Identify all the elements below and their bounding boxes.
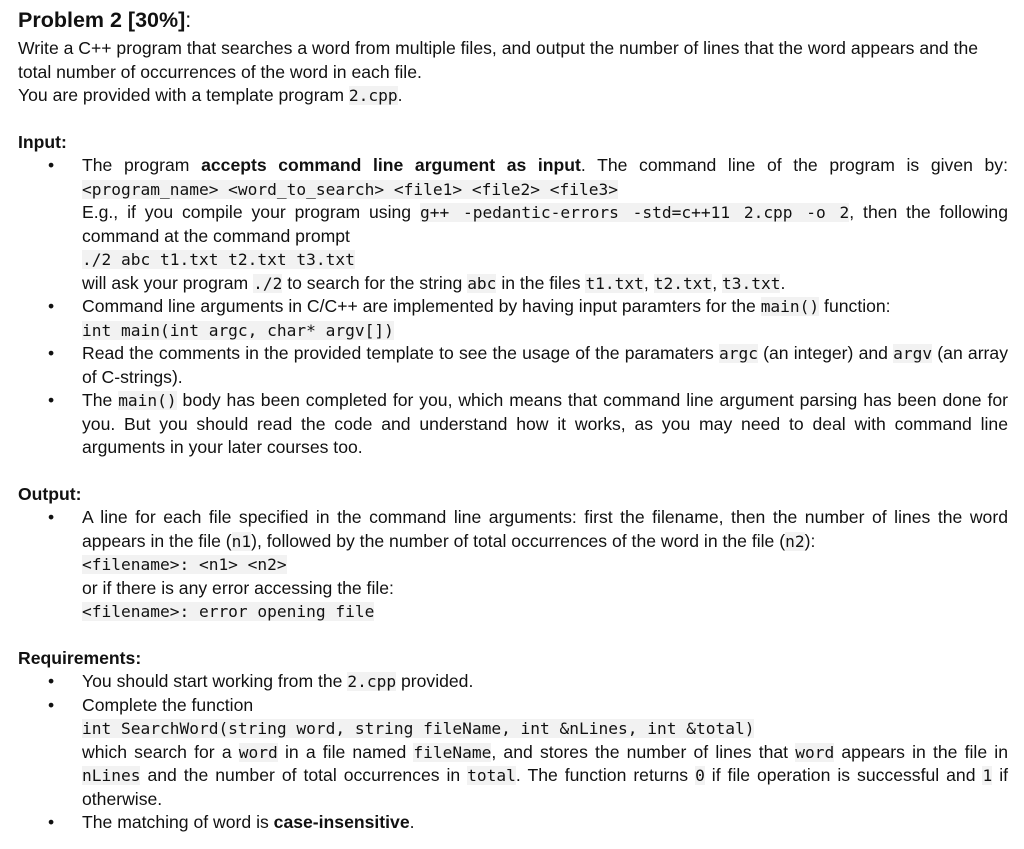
bold-text: case-insensitive	[273, 812, 410, 832]
text: in a file named	[277, 741, 414, 762]
explain-line	[82, 272, 1008, 296]
text: and the number of total occurrences in	[140, 765, 468, 785]
inline-code: word	[238, 742, 278, 762]
text: , and stores the number of lines that	[491, 741, 796, 762]
inline-code: abc	[467, 273, 497, 293]
text: Read the comments in the provided template to see the usage of the paramaters	[82, 343, 719, 363]
list-item	[82, 811, 1008, 835]
inline-code: nLines	[82, 766, 141, 785]
text: ):	[804, 530, 816, 551]
inline-code: t2.txt	[653, 273, 713, 293]
text: The matching of word is	[82, 812, 274, 832]
code-text: ./2 abc t1.txt t2.txt t3.txt	[82, 250, 355, 269]
intro-text: You are provided with a template program	[18, 85, 349, 105]
inline-code: ./2	[253, 273, 283, 293]
code-line	[82, 717, 1008, 741]
inline-code: main()	[118, 391, 177, 410]
input-heading: Input:	[18, 131, 67, 152]
code-line	[82, 248, 1008, 272]
text: Command line arguments in C/C++ are implemented by having input paramters for the	[82, 296, 761, 316]
list-item	[82, 389, 1008, 460]
code-line	[82, 319, 1008, 343]
inline-code: 2.cpp	[348, 86, 398, 105]
text: (an integer) and	[757, 343, 894, 363]
inline-code: 1	[982, 766, 993, 785]
inline-code: t3.txt	[721, 273, 781, 293]
text-line: • Complete the function	[82, 694, 254, 715]
problem-title-text: Problem 2 [30%]	[18, 8, 186, 32]
inline-code: <program_name> <word_to_search> <file1> <file2> <file3>	[82, 179, 619, 199]
list-item	[82, 506, 1008, 624]
problem-title	[18, 6, 1008, 35]
inline-code: word	[795, 742, 835, 762]
text: which search for a	[82, 741, 239, 762]
inline-code: g++ -pedantic-errors -std=c++11 2.cpp -o 2	[419, 203, 850, 222]
text: , then the following command at the command prompt	[82, 202, 1008, 246]
example-line	[82, 201, 1008, 248]
code-text: <filename>: error opening file	[82, 602, 375, 621]
problem-title-colon: :	[185, 8, 192, 32]
requirements-section	[18, 647, 1008, 835]
output-list	[18, 506, 1008, 624]
inline-code: total	[467, 766, 516, 785]
text: .	[409, 812, 415, 832]
text: The program	[82, 155, 202, 175]
text: appears in the file in	[834, 741, 1008, 762]
inline-code: t1.txt	[585, 273, 644, 293]
text: The	[82, 390, 119, 410]
input-section	[18, 131, 1008, 460]
text: A line for each file specified in the command line arguments: first the filename, then the number of lines the word appears in the file (	[82, 507, 1008, 551]
text: if otherwise.	[82, 765, 1008, 809]
inline-code: argv	[893, 344, 933, 363]
list-item	[82, 342, 1008, 389]
text: ), followed by the number of total occurrences of the word in the file (	[251, 530, 786, 551]
inline-code: n2	[785, 531, 805, 551]
list-item	[82, 295, 1008, 342]
text: E.g., if you compile your program using	[82, 202, 420, 222]
inline-code: argc	[718, 344, 758, 363]
text: provided.	[396, 671, 474, 691]
text: function:	[819, 296, 891, 316]
code-text: int main(int argc, char* argv[])	[82, 320, 394, 340]
text: . The command line of the program is given by:	[580, 155, 1008, 175]
text: if file operation is successful and	[704, 765, 983, 785]
intro-text: .	[397, 85, 403, 105]
text: in the files	[496, 272, 586, 293]
list-item	[82, 154, 1008, 295]
code-text: <filename>: <n1> <n2>	[82, 555, 287, 574]
list-item	[82, 694, 1008, 812]
requirements-heading: Requirements:	[18, 647, 142, 668]
text: . The function returns	[515, 765, 696, 785]
text: to search for the string	[282, 272, 468, 293]
inline-code: main()	[760, 297, 820, 316]
text: will ask your program	[82, 272, 254, 293]
bold-text: accepts command line argument as input	[201, 155, 581, 175]
inline-code: fileName	[413, 742, 492, 762]
code-line	[82, 600, 1008, 624]
code-text: int SearchWord(string word, string fileName, int &nLines, int &total)	[82, 719, 755, 738]
intro-line-2	[18, 84, 1008, 108]
text: (an array of C-strings).	[82, 343, 1008, 387]
code-line	[82, 553, 1008, 577]
text: body has been completed for you, which means that command line argument parsing has been done for you. But you should read the code and understand how it works, as you may need to deal with command line arguments in your later courses too.	[82, 390, 1008, 457]
text: .	[780, 272, 786, 293]
output-heading: Output:	[18, 483, 82, 504]
input-list	[18, 154, 1008, 460]
text: ,	[643, 272, 654, 293]
requirements-list	[18, 670, 1008, 835]
inline-code: n1	[231, 531, 252, 551]
inline-code: 2.cpp	[347, 672, 397, 691]
inline-code: 0	[695, 766, 705, 785]
intro-line-1: Write a C++ program that searches a word from multiple files, and output the number of lines that the word appears and the total number of occurrences of the word in each file.	[18, 38, 979, 82]
list-item	[82, 670, 1008, 694]
text: ,	[712, 272, 722, 293]
text: You should start working from the	[82, 671, 348, 691]
intro-paragraph	[18, 37, 1008, 108]
output-section	[18, 483, 1008, 624]
text-line: or if there is any error accessing the file:	[82, 577, 394, 598]
